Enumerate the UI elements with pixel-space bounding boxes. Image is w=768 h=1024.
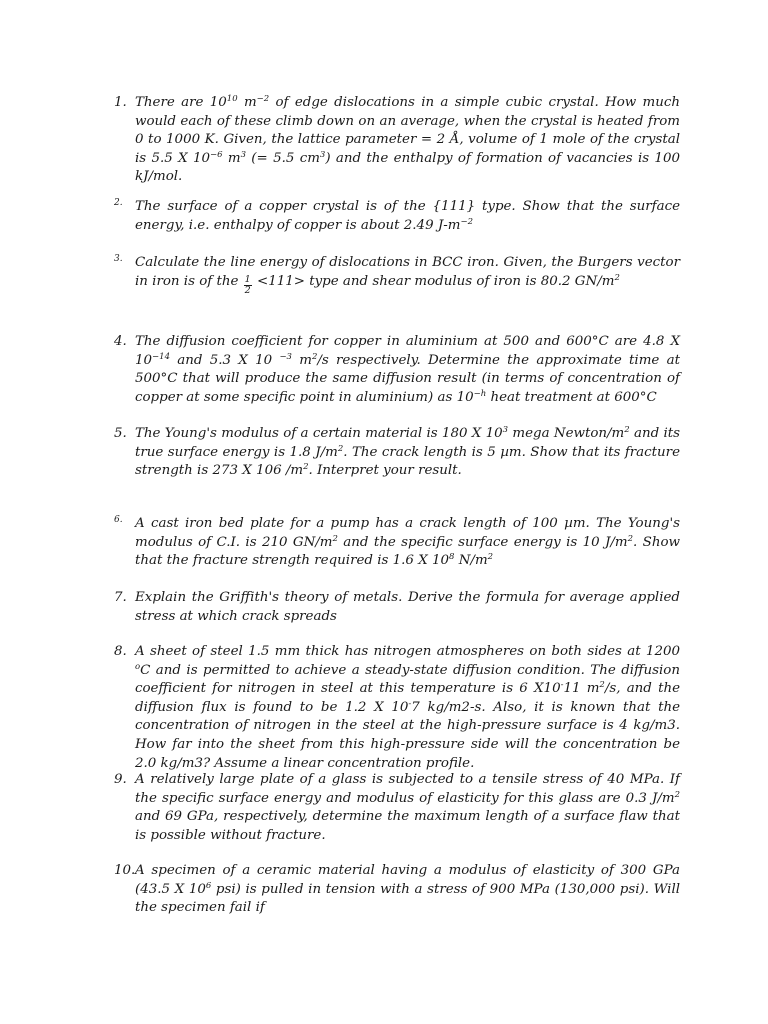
question-number: 2.: [114, 198, 123, 208]
superscript: 2: [303, 462, 309, 473]
text-run: mega Newton/m: [508, 426, 625, 441]
superscript: −2: [460, 216, 473, 227]
text-run: . Interpret your result.: [308, 463, 462, 479]
text-run: <111> type and shear modulus of iron is 80.2 GN/m: [252, 273, 615, 289]
superscript: −3: [279, 351, 292, 362]
superscript: 3: [502, 425, 509, 435]
question-number: 10.: [114, 863, 136, 878]
text-run: /s, and the diffusion flux is found to be 1.2 X 10: [135, 681, 681, 715]
superscript: 2: [332, 533, 338, 544]
superscript: 8: [449, 552, 455, 563]
text-run: . Show that the fracture strength required is 1.6 X 10: [135, 534, 680, 569]
superscript: 3: [319, 149, 326, 160]
superscript: 3: [240, 149, 246, 160]
question-number: 6.: [114, 515, 123, 525]
text-run: The surface of a copper crystal is of the {111} type. Show that the surface energy, i.e. enthalpy of copper is about 2.49 J-m: [135, 199, 680, 233]
question-10: [114, 862, 680, 918]
fraction: [244, 275, 252, 296]
question-4: [114, 333, 680, 407]
superscript: 2: [487, 552, 494, 563]
text-run: A sheet of steel 1.5 mm thick has nitrogen atmospheres on both sides at 1200: [135, 644, 680, 659]
superscript: 2: [674, 789, 680, 800]
superscript: 10: [226, 94, 238, 104]
question-number: 1.: [114, 95, 127, 110]
text-run: Calculate the line energy of dislocations in BCC iron. Given, the Burgers vector in iron is of the: [135, 255, 680, 289]
question-number: 7.: [114, 590, 127, 605]
superscript: −h: [473, 388, 487, 399]
fraction-numerator: 1: [244, 273, 251, 285]
question-8: [114, 643, 680, 773]
superscript: −2: [256, 94, 270, 104]
superscript: -: [408, 698, 412, 709]
text-run: There are 10: [135, 95, 227, 110]
superscript: −6: [210, 149, 223, 160]
text-run: m: [237, 95, 257, 110]
superscript: 2: [337, 443, 344, 454]
superscript: 6: [205, 880, 212, 891]
text-run: The diffusion coefficient for copper in aluminium at 500 and 600°C are 4.8 X 10: [135, 334, 680, 368]
text-run: C and is permitted to achieve a steady-state diffusion condition. The diffusion coefficient for nitrogen in steel at this temperature is 6 X10: [135, 662, 680, 697]
text-run: /s respectively. Determine the approximate time at 500°C that will produce the same diffusion result (in terms of concentration of copper at some specific point in aluminium) as 10: [135, 352, 680, 405]
question-text: [135, 94, 680, 187]
question-text: [135, 425, 680, 481]
superscript: -: [560, 680, 564, 691]
superscript: −14: [152, 351, 170, 362]
text-run: A relatively large plate of a glass is subjected to a tensile stress of 40 MPa. If the specific surface energy and modulus of elasticity for this glass are 0.3 J/m: [135, 772, 680, 806]
question-text: [135, 333, 680, 407]
text-run: 7 kg/m2-s. Also, it is known that the concentration of nitrogen in the steel at the high-pressure surface is 4 kg/m3. How far into the sheet from this high-pressure side will the concentration be 2.0 kg/m3? Assume a linear concentration profile.: [135, 699, 681, 771]
question-2: [114, 198, 680, 235]
text-run: ) and the enthalpy of formation of vacancies is 100 kJ/mol.: [135, 150, 680, 185]
text-run: and 5.3 X 10: [170, 352, 280, 368]
text-run: . The crack length is 5 µm. Show that its fracture strength is 273 X 106 /m: [135, 444, 680, 479]
question-6: [114, 515, 680, 571]
question-5: [114, 425, 680, 481]
question-number: 8.: [114, 644, 127, 659]
superscript: 2: [311, 351, 318, 362]
text-run: m: [222, 150, 241, 166]
question-number: 5.: [114, 426, 127, 441]
text-run: and its true surface energy is 1.8 J/m: [135, 426, 680, 460]
text-run: m: [291, 352, 312, 368]
superscript: o: [135, 661, 141, 672]
superscript: 2: [624, 425, 630, 435]
question-text: [135, 198, 680, 235]
question-1: [114, 94, 680, 187]
fraction-denominator: 2: [244, 284, 251, 296]
question-9: [114, 771, 680, 845]
question-3: [114, 254, 680, 296]
question-text: [135, 862, 680, 918]
question-7: [114, 589, 680, 626]
question-number: 4.: [114, 334, 127, 349]
question-number: 3.: [114, 254, 123, 264]
text-run: (= 5.5 cm: [245, 150, 320, 166]
text-run: and 69 GPa, respectively, determine the maximum length of a surface flaw that is possible without fracture.: [135, 809, 680, 843]
text-run: N/m: [454, 553, 488, 569]
question-text: [135, 589, 680, 626]
text-run: of edge dislocations in a simple cubic crystal. How much would each of these climb down on an average, when the crystal is heated from 0 to 1000 K. Given, the lattice parameter = 2 Å, volume of 1 mole of the crystal is 5.5 X 10: [135, 95, 680, 166]
question-text: [135, 254, 680, 296]
text-run: and the specific surface energy is 10 J/m: [337, 534, 628, 550]
question-text: [135, 515, 680, 571]
text-run: A cast iron bed plate for a pump has a crack length of 100 µm. The Young's modulus of C.I. is 210 GN/m: [135, 516, 680, 550]
text-run: psi) is pulled in tension with a stress of 900 MPa (130,000 psi). Will the specimen fail if: [135, 881, 681, 916]
text-run: heat treatment at 600°C: [486, 389, 657, 405]
superscript: 2: [599, 680, 605, 691]
text-run: A specimen of a ceramic material having a modulus of elasticity of 300 GPa (43.5 X 10: [135, 863, 680, 897]
superscript: 2: [614, 272, 620, 283]
question-number: 9.: [114, 772, 127, 787]
text-run: The Young's modulus of a certain material is 180 X 10: [135, 426, 503, 441]
question-text: [135, 771, 680, 845]
text-run: 11 m: [563, 681, 600, 697]
superscript: 2: [627, 533, 634, 544]
text-run: Explain the Griffith's theory of metals. Derive the formula for average applied stress at which crack spreads: [135, 590, 680, 624]
question-text: [135, 643, 680, 773]
